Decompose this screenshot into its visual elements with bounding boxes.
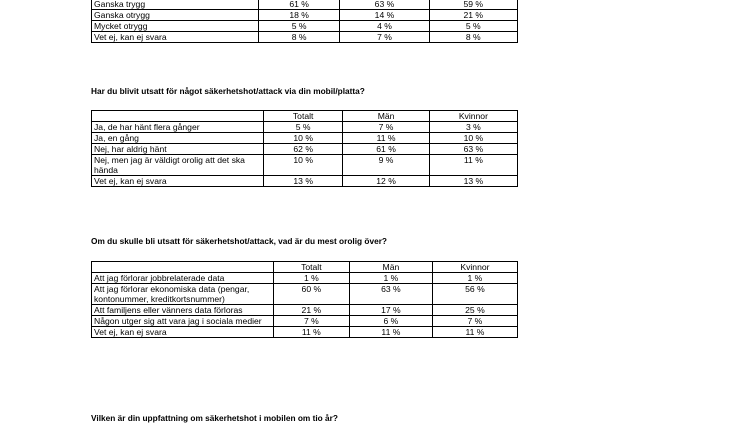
value-man: 9 % xyxy=(343,155,429,176)
value-totalt: 10 % xyxy=(264,155,343,176)
question-heading: Vilken är din uppfattning om säkerhetshot i mobilen om tio år? xyxy=(91,413,338,423)
row-label: Nej, har aldrig hänt xyxy=(92,144,264,155)
header-totalt: Totalt xyxy=(264,111,343,122)
attack-experience-table xyxy=(91,110,518,187)
table-row xyxy=(92,144,518,155)
value-man: 1 % xyxy=(349,273,432,284)
row-label: Någon utger sig att vara jag i sociala medier xyxy=(92,316,274,327)
value-totalt: 8 % xyxy=(258,32,340,43)
value-totalt: 7 % xyxy=(273,316,349,327)
table-row xyxy=(92,21,518,32)
header-empty xyxy=(92,262,274,273)
value-totalt: 10 % xyxy=(264,133,343,144)
table-row xyxy=(92,176,518,187)
table-row xyxy=(92,10,518,21)
safety-feeling-table xyxy=(91,0,518,43)
value-totalt: 21 % xyxy=(273,305,349,316)
row-label: Ja, de har hänt flera gånger xyxy=(92,122,264,133)
row-label: Vet ej, kan ej svara xyxy=(92,32,259,43)
value-man: 4 % xyxy=(340,21,429,32)
row-label: Nej, men jag är väldigt orolig att det ska hända xyxy=(92,155,264,176)
row-label: Vet ej, kan ej svara xyxy=(92,176,264,187)
table-header-row xyxy=(92,111,518,122)
row-label: Ganska trygg xyxy=(92,0,259,10)
value-totalt: 5 % xyxy=(264,122,343,133)
row-label: Ganska otrygg xyxy=(92,10,259,21)
value-kvinnor: 56 % xyxy=(432,284,517,305)
value-man: 7 % xyxy=(340,32,429,43)
header-man: Män xyxy=(349,262,432,273)
header-kvinnor: Kvinnor xyxy=(432,262,517,273)
question-heading: Om du skulle bli utsatt för säkerhetshot/attack, vad är du mest orolig över? xyxy=(91,236,387,246)
row-label: Att familjens eller vänners data förloras xyxy=(92,305,274,316)
value-man: 61 % xyxy=(343,144,429,155)
row-label: Mycket otrygg xyxy=(92,21,259,32)
value-totalt: 18 % xyxy=(258,10,340,21)
value-totalt: 13 % xyxy=(264,176,343,187)
row-label: Att jag förlorar jobbrelaterade data xyxy=(92,273,274,284)
value-totalt: 60 % xyxy=(273,284,349,305)
table-row xyxy=(92,305,518,316)
value-man: 12 % xyxy=(343,176,429,187)
value-kvinnor: 7 % xyxy=(432,316,517,327)
value-totalt: 5 % xyxy=(258,21,340,32)
value-man: 11 % xyxy=(349,327,432,338)
value-man: 11 % xyxy=(343,133,429,144)
table-row xyxy=(92,284,518,305)
header-empty xyxy=(92,111,264,122)
value-kvinnor: 13 % xyxy=(429,176,517,187)
value-kvinnor: 3 % xyxy=(429,122,517,133)
value-man: 6 % xyxy=(349,316,432,327)
worry-table xyxy=(91,261,518,338)
header-kvinnor: Kvinnor xyxy=(429,111,517,122)
value-man: 63 % xyxy=(349,284,432,305)
value-kvinnor: 21 % xyxy=(429,10,517,21)
row-label: Vet ej, kan ej svara xyxy=(92,327,274,338)
value-totalt: 11 % xyxy=(273,327,349,338)
row-label: Att jag förlorar ekonomiska data (pengar, kontonummer, kreditkortsnummer) xyxy=(92,284,274,305)
value-kvinnor: 8 % xyxy=(429,32,517,43)
value-kvinnor: 59 % xyxy=(429,0,517,10)
table-header-row xyxy=(92,262,518,273)
value-kvinnor: 63 % xyxy=(429,144,517,155)
header-man: Män xyxy=(343,111,429,122)
value-totalt: 61 % xyxy=(258,0,340,10)
table-row xyxy=(92,32,518,43)
value-man: 17 % xyxy=(349,305,432,316)
value-kvinnor: 25 % xyxy=(432,305,517,316)
value-kvinnor: 11 % xyxy=(432,327,517,338)
table-row xyxy=(92,0,518,10)
table-row xyxy=(92,316,518,327)
header-totalt: Totalt xyxy=(273,262,349,273)
row-label: Ja, en gång xyxy=(92,133,264,144)
value-kvinnor: 1 % xyxy=(432,273,517,284)
value-kvinnor: 11 % xyxy=(429,155,517,176)
table-row xyxy=(92,327,518,338)
table-row xyxy=(92,155,518,176)
value-totalt: 1 % xyxy=(273,273,349,284)
value-man: 7 % xyxy=(343,122,429,133)
value-totalt: 62 % xyxy=(264,144,343,155)
value-man: 63 % xyxy=(340,0,429,10)
value-man: 14 % xyxy=(340,10,429,21)
table-row xyxy=(92,122,518,133)
question-heading: Har du blivit utsatt för något säkerhetshot/attack via din mobil/platta? xyxy=(91,86,365,96)
value-kvinnor: 10 % xyxy=(429,133,517,144)
table-row xyxy=(92,133,518,144)
table-row xyxy=(92,273,518,284)
value-kvinnor: 5 % xyxy=(429,21,517,32)
